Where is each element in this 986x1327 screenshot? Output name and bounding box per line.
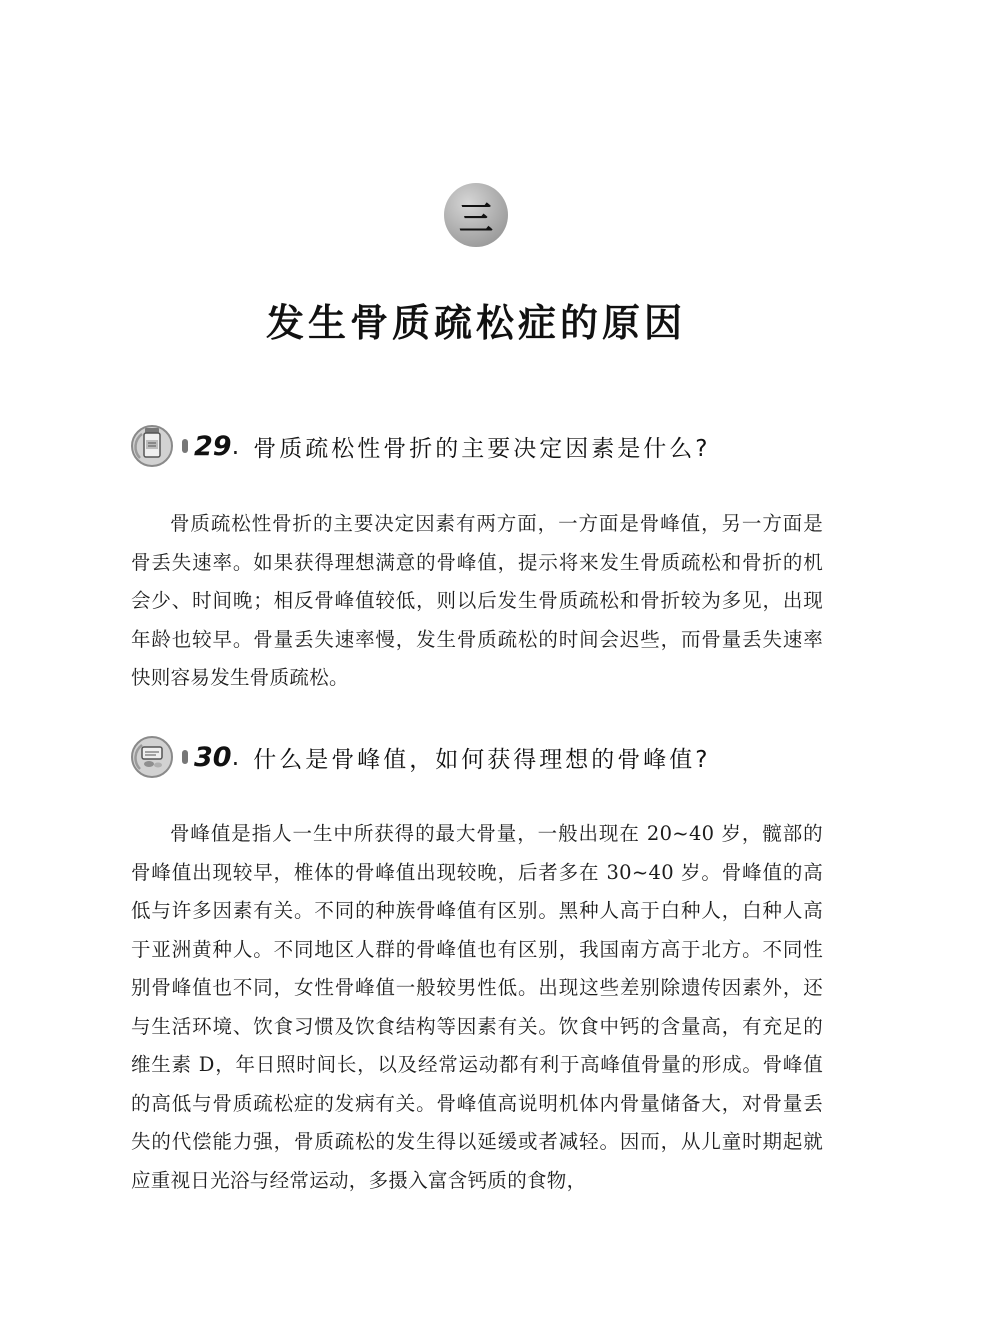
bottle-icon [130, 422, 178, 470]
question-number-dot: . [231, 432, 240, 460]
heading-dot-divider [182, 750, 188, 764]
answer-paragraph-29: 骨质疏松性骨折的主要决定因素有两方面，一方面是骨峰值，另一方面是骨丢失速率。如果获得理想满意的骨峰值，提示将来发生骨质疏松和骨折的机会少、时间晚；相反骨峰值较低，则以后发生骨质疏松和骨折较为多见，出现年龄也较早。骨量丢失速率慢，发生骨质疏松的时间会迟些，而骨量丢失速率快则容易发生骨质疏松。 [131, 512, 823, 689]
question-number-dot: . [231, 743, 240, 771]
medicine-icon [130, 733, 178, 781]
heading-dot-divider [182, 439, 188, 453]
chapter-number: 三 [459, 198, 493, 239]
question-title: 什么是骨峰值，如何获得理想的骨峰值? [253, 746, 711, 773]
chapter-number-badge [444, 183, 508, 247]
question-title: 骨质疏松性骨折的主要决定因素是什么? [253, 435, 711, 462]
question-heading-30 [130, 731, 830, 783]
question-heading-29 [130, 420, 830, 472]
question-number: 30 [194, 741, 232, 773]
chapter-title: 发生骨质疏松症的原因 [265, 301, 686, 345]
question-number: 29 [194, 430, 232, 462]
answer-paragraph-30: 骨峰值是指人一生中所获得的最大骨量，一般出现在 20~40 岁，髋部的骨峰值出现较早，椎体的骨峰值出现较晚，后者多在 30~40 岁。骨峰值的高低与许多因素有关。不同的种族骨峰值有区别。黑种人高于白种人，白种人高于亚洲黄种人。不同地区人群的骨峰值也有区别，我国南方高于北方。不同性别骨峰值也不同，女性骨峰值一般较男性低。出现这些差别除遗传因素外，还与生活环境、饮食习惯及饮食结构等因素有关。饮食中钙的含量高，有充足的维生素 D，年日照时间长，以及经常运动都有利于高峰值骨量的形成。骨峰值的高低与骨质疏松症的发病有关。骨峰值高说明机体内骨量储备大，对骨量丢失的代偿能力强，骨质疏松的发生得以延缓或者减轻。因而，从儿童时期起就应重视日光浴与经常运动，多摄入富含钙质的食物， [131, 822, 823, 1192]
